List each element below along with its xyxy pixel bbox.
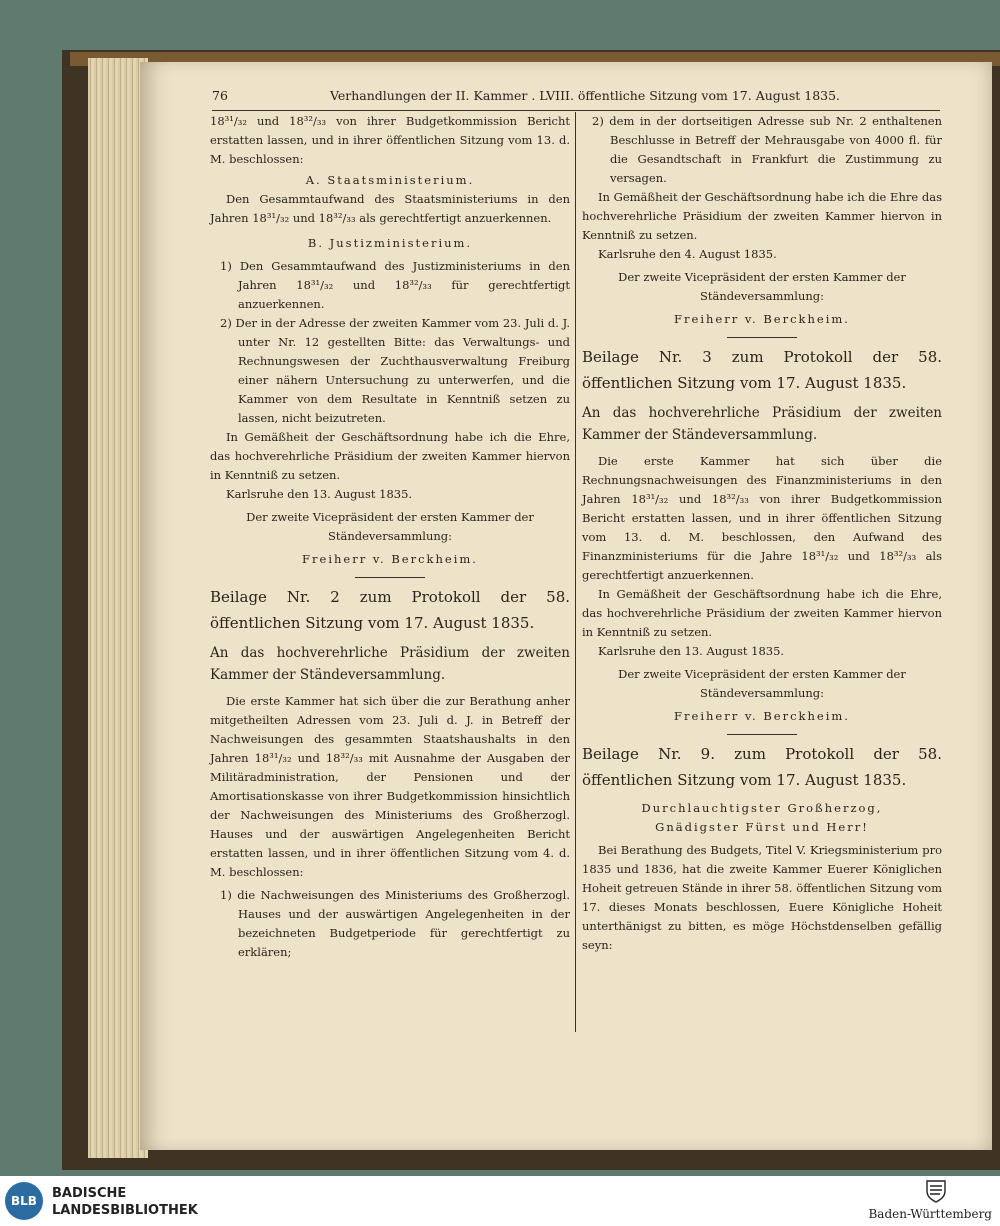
column-divider (575, 112, 576, 1032)
viewer-footer (0, 1176, 1000, 1226)
section-heading: B. Justizministerium. (307, 236, 473, 250)
page-number: 76 (212, 88, 228, 103)
paragraph: Die erste Kammer hat sich über die zur Berathung anher mitgetheilten Adressen vom 23. Juli d. J. in Betreff der Nachweisungen des gesammten Staatshaushalts in den Jahren 18³¹/₃₂ und 18³²/₃₃ mit Ausnahme der Ausgaben der Militäradministration, der Pensionen und der Amortisationskasse von ihrer Budgetkommission hinsichtlich der Nachweisungen des Ministeriums des Großherzogl. Hauses und der auswärtigen Angelegenheiten Bericht erstatten lassen, und in ihrer öffentlichen Sitzung vom 4. d. M. beschlossen: (210, 694, 570, 879)
list-item: 2) dem in der dortseitigen Adresse sub Nr. 2 enthaltenen Beschlusse in Betreff der Mehrausgabe von 4000 fl. für die Gesandtschaft in Frankfurt die Zustimmung zu versagen. (592, 114, 942, 185)
paragraph: Bei Berathung des Budgets, Titel V. Kriegsministerium pro 1835 und 1836, hat die zweite Kammer Euerer Königlichen Hoheit getreuen Stände in ihrer 58. öffentlichen Sitzung vom 17. dieses Monats beschlossen, Euere Königliche Hoheit unterthänigst zu bitten, es möge Höchstdenselben gefällig seyn: (582, 843, 942, 952)
salutation: Gnädigster Fürst und Herr! (655, 820, 869, 834)
right-column (582, 112, 942, 955)
section-heading: A. Staatsministerium. (305, 173, 475, 187)
state-name[interactable]: Baden-Württemberg (868, 1207, 992, 1221)
section-heading: Beilage Nr. 2 zum Protokoll der 58. öffentlichen Sitzung vom 17. August 1835. (210, 588, 570, 632)
separator (727, 734, 797, 735)
signatory-role: Der zweite Vicepräsident der ersten Kammer der Ständeversammlung: (618, 667, 906, 700)
library-name-line: BADISCHE (52, 1186, 127, 1201)
separator (355, 577, 425, 578)
paragraph: Die erste Kammer hat sich über die Rechnungsnachweisungen des Finanzministeriums in den Jahren 18³¹/₃₂ und 18³²/₃₃ von ihrer Budgetkommission Bericht erstatten lassen, und in ihrer öffentlichen Sitzung vom 13. d. M. beschlossen, den Aufwand des Finanzministeriums für die Jahre 18³¹/₃₂ und 18³²/₃₃ als gerechtfertigt anzuerkennen. (582, 454, 942, 582)
library-name-line: LANDESBIBLIOTHEK (52, 1203, 198, 1218)
paragraph: In Gemäßheit der Geschäftsordnung habe ich die Ehre das hochverehrliche Präsidium der zweiten Kammer hiervon in Kenntniß zu setzen. (582, 190, 942, 242)
signatory-role: Der zweite Vicepräsident der ersten Kammer der Ständeversammlung: (246, 510, 534, 543)
coat-of-arms-icon (925, 1179, 947, 1203)
library-name[interactable] (52, 1185, 198, 1219)
section-heading: Beilage Nr. 3 zum Protokoll der 58. öffentlichen Sitzung vom 17. August 1835. (582, 348, 942, 392)
place-date: Karlsruhe den 13. August 1835. (226, 487, 413, 501)
address-heading: An das hochverehrliche Präsidium der zweiten Kammer der Ständeversammlung. (582, 405, 942, 443)
paragraph: 18³¹/₃₂ und 18³²/₃₃ von ihrer Budgetkommission Bericht erstatten lassen, und in ihrer öffentlichen Sitzung vom 13. d. M. beschlossen: (210, 114, 570, 166)
signatory-role: Der zweite Vicepräsident der ersten Kammer der Ständeversammlung: (618, 270, 906, 303)
place-date: Karlsruhe den 4. August 1835. (598, 247, 777, 261)
signatory-name: Freiherr v. Berckheim. (674, 312, 850, 326)
list-item: 1) Den Gesammtaufwand des Justizministeriums in den Jahren 18³¹/₃₂ und 18³²/₃₃ für gerechtfertigt anzuerkennen. (220, 259, 570, 311)
paragraph: In Gemäßheit der Geschäftsordnung habe ich die Ehre, das hochverehrliche Präsidium der zweiten Kammer hiervon in Kenntniß zu setzen. (210, 430, 570, 482)
paragraph: Den Gesammtaufwand des Staatsministeriums in den Jahren 18³¹/₃₂ und 18³²/₃₃ als gerechtfertigt anzuerkennen. (210, 192, 570, 225)
salutation: Durchlauchtigster Großherzog, (641, 801, 883, 815)
list-item: 1) die Nachweisungen des Ministeriums des Großherzogl. Hauses und der auswärtigen Angelegenheiten in der bezeichneten Budgetperiode für gerechtfertigt zu erklären; (220, 888, 570, 959)
header-rule (212, 110, 940, 111)
paragraph: In Gemäßheit der Geschäftsordnung habe ich die Ehre, das hochverehrliche Präsidium der zweiten Kammer hiervon in Kenntniß zu setzen. (582, 587, 942, 639)
signatory-name: Freiherr v. Berckheim. (302, 552, 478, 566)
place-date: Karlsruhe den 13. August 1835. (598, 644, 785, 658)
address-heading: An das hochverehrliche Präsidium der zweiten Kammer der Ständeversammlung. (210, 645, 570, 683)
list-item: 2) Der in der Adresse der zweiten Kammer vom 23. Juli d. J. unter Nr. 12 gestellten Bitte: das Verwaltungs- und Rechnungswesen der Zuchthausverwaltung Freiburg einer nähern Untersuchung zu unterwerfen, und die Kammer von dem Resultate in Kenntniß setzen zu lassen, nicht beizutreten. (220, 316, 570, 425)
running-header-title: Verhandlungen der II. Kammer . LVIII. öffentliche Sitzung vom 17. August 1835. (330, 88, 841, 103)
section-heading: Beilage Nr. 9. zum Protokoll der 58. öffentlichen Sitzung vom 17. August 1835. (582, 745, 942, 789)
signatory-name: Freiherr v. Berckheim. (674, 709, 850, 723)
left-column (210, 112, 570, 962)
separator (727, 337, 797, 338)
blb-logo[interactable]: BLB (5, 1182, 43, 1220)
